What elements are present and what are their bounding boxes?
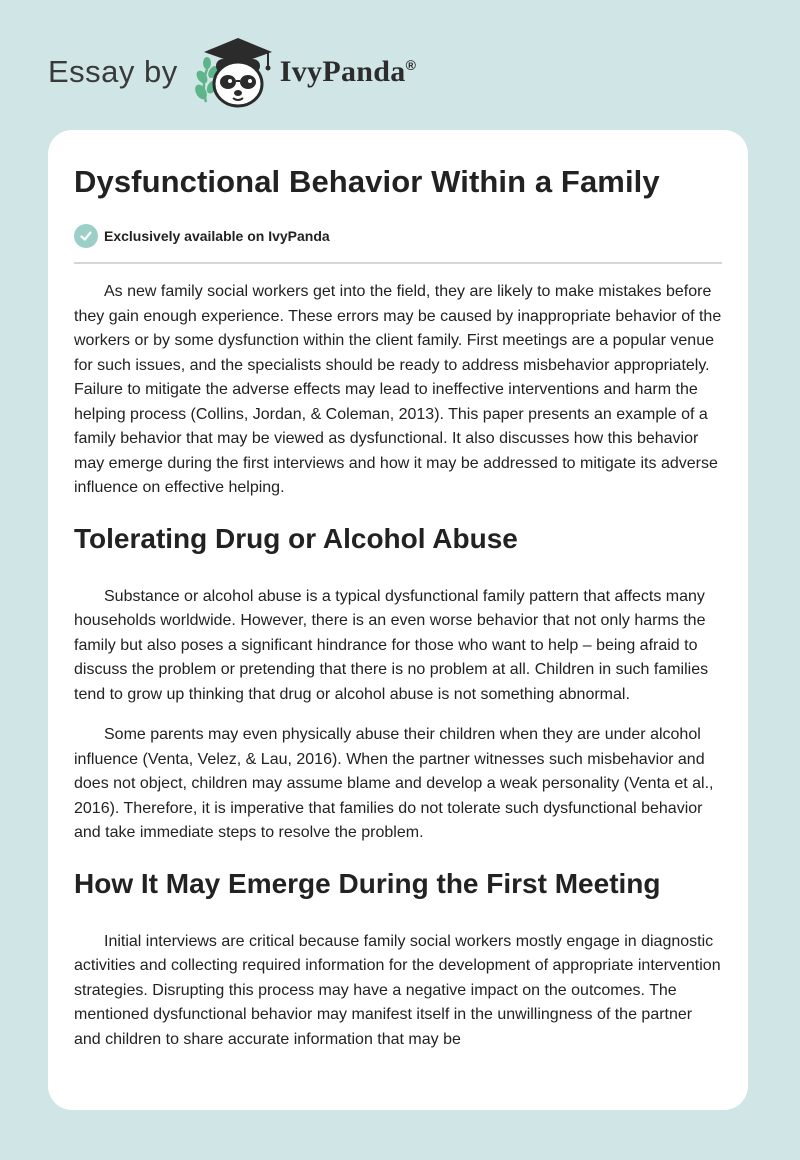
essay-card [48,130,748,1110]
paragraph-parental-abuse: Some parents may even physically abuse their children when they are under alcohol influence (Venta, Velez, & Lau, 2016). When the partner witnesses such misbehavior and does not object, children may assume blame and develop a weak personality (Venta et al., 2016). Therefore, it is imperative that families do not tolerate such dysfunctional behavior and take immediate steps to resolve the problem. [74,726,714,841]
panda-graduate-icon [188,32,276,112]
section-heading-first-meeting: How It May Emerge During the First Meeting [74,867,661,899]
exclusive-label: Exclusively available on IvyPanda [104,228,330,244]
brand-text: IvyPanda [279,55,406,88]
registered-mark: ® [405,57,417,73]
page-title: Dysfunctional Behavior Within a Family [74,164,660,199]
site-header [48,32,416,112]
paragraph-intro: As new family social workers get into the field, they are likely to make mistakes before they gain enough experience. These errors may be caused by inappropriate behavior of the workers or by some dysfunction within the client family. First meetings are a popular venue for such issues, and the specialists should be ready to address misbehavior appropriately. Failure to mitigate the adverse effects may lead to ineffective interventions and harm the helping process (Collins, Jordan, & Coleman, 2013). This paper presents an example of a family behavior that may be viewed as dysfunctional. It also discusses how this behavior may emerge during the first interviews and how it may be addressed to mitigate its adverse influence on effective helping. [74,283,722,496]
essay-by-label: Essay by [48,54,178,89]
paragraph-substance-abuse: Substance or alcohol abuse is a typical dysfunctional family pattern that affects many households worldwide. However, there is an even worse behavior that not only harms the family but also poses a significant hindrance for those who want to help – being afraid to discuss the problem or pretending that there is no problem at all. Children in such families tend to grow up thinking that drug or alcohol abuse is not something abnormal. [74,587,709,703]
paragraph-initial-interviews: Initial interviews are critical because family social workers mostly engage in diagnostic activities and collecting required information for the development of appropriate intervention strategies. Disrupting this process may have a negative impact on the outcomes. The mentioned dysfunctional behavior may manifest itself in the unwillingness of the partner and children to share accurate information that may be [74,932,721,1048]
brand-name[interactable] [280,55,416,89]
exclusive-badge [74,224,722,264]
check-circle-icon [74,224,98,248]
section-heading-tolerating-abuse: Tolerating Drug or Alcohol Abuse [74,522,518,554]
